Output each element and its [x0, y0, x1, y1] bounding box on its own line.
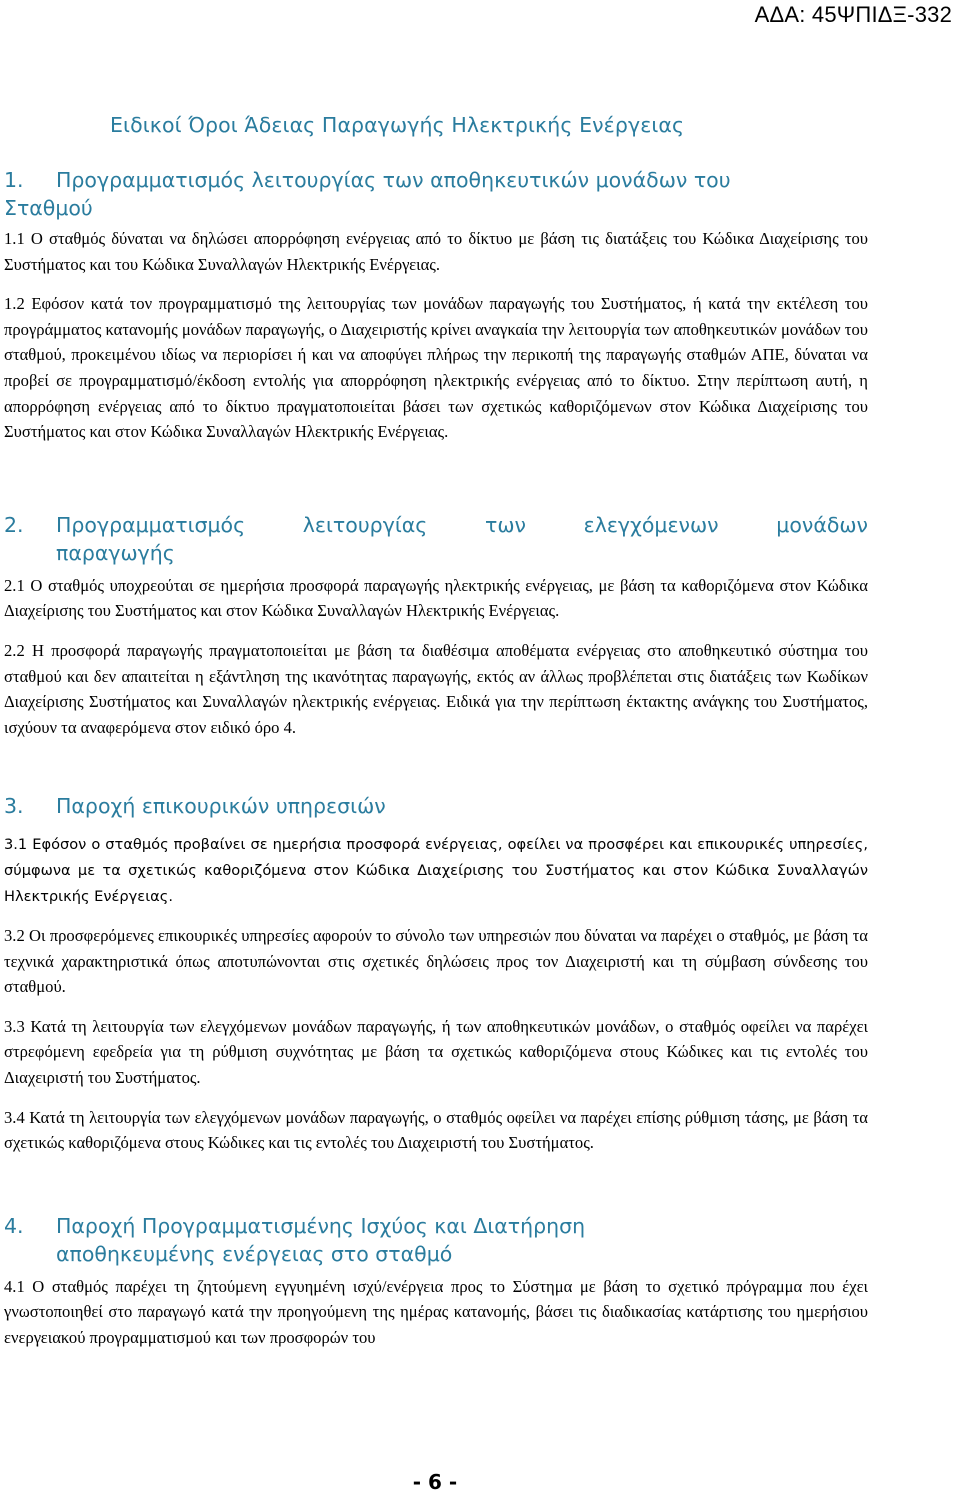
section-1-title-line1: Προγραμματισμός λειτουργίας των αποθηκευτικών μονάδων του	[56, 168, 731, 192]
section-3-title-line1: Παροχή επικουρικών υπηρεσιών	[56, 794, 386, 819]
paragraph-3-1: 3.1 Εφόσον ο σταθμός προβαίνει σε ημερήσια προσφορά ενέργειας, οφείλει να προσφέρει και επικουρικές υπηρεσίες, σύμφωνα με τα σχετικώς καθοριζόμενα στον Κώδικα Διαχείρισης του Συστήματος και στον Κώδικα Συναλλαγών Ηλεκτρικής Ενέργειας.	[4, 836, 868, 905]
paragraph-2-1: 2.1 Ο σταθμός υποχρεούται σε ημερήσια προσφορά παραγωγής ηλεκτρικής ενέργειας, με βάση τα καθοριζόμενα στον Κώδικα Διαχείρισης του Συστήματος και στον Κώδικα Συναλλαγών Ηλεκτρικής Ενέργειας.	[4, 575, 868, 621]
paragraph-3-3: 3.3 Κατά τη λειτουργία των ελεγχόμενων μονάδων παραγωγής, ή των αποθηκευτικών μονάδων, ο σταθμός οφείλει να παρέχει στρεφόμενη εφεδρεία για τη ρύθμιση συχνότητας με βάση τα σχετικώς καθοριζόμενα στους Κώδικες και τις εντολές του Διαχειριστή του Συστήματος.	[4, 1016, 868, 1088]
document-title: Ειδικοί Όροι Άδειας Παραγωγής Ηλεκτρικής Ενέργειας	[110, 113, 685, 137]
ada-identifier: ΑΔΑ: 45ΨΠΙΔΞ-332	[754, 2, 952, 27]
section-1-number: 1.	[4, 168, 24, 192]
section-2-heading	[4, 511, 868, 567]
document-body	[4, 166, 868, 1351]
section-1-heading	[4, 166, 868, 222]
section-3-heading	[4, 792, 868, 820]
section-2	[4, 511, 868, 741]
section-1-title-line2: Σταθμού	[4, 196, 93, 220]
section-4	[4, 1212, 868, 1351]
section-3-number: 3.	[4, 794, 24, 819]
section-3	[4, 792, 868, 1156]
paragraph-1-2: 1.2 Εφόσον κατά τον προγραμματισμό της λειτουργίας των μονάδων παραγωγής του Συστήματος, ή κατά την εκτέλεση του προγράμματος κατανομής μονάδων παραγωγής, ο Διαχειριστής κρίνει αναγκαία την λειτουργία των αποθηκευτικών μονάδων του σταθμού, προκειμένου ιδίως να περιορίσει ή και να αποφύγει πλήρως την περικοπή της παραγωγής σταθμών ΑΠΕ, δύναται να προβεί σε προγραμματισμό/έκδοση εντολής για απορρόφηση ηλεκτρικής ενέργειας από το δίκτυο. Στην περίπτωση αυτή, η απορρόφηση ενέργειας από το δίκτυο πραγματοποιείται βάσει των σχετικώς καθοριζόμενων στον Κώδικα Διαχείρισης του Συστήματος και στον Κώδικα Συναλλαγών Ηλεκτρικής Ενέργειας.	[4, 294, 868, 442]
section-4-heading	[4, 1212, 868, 1268]
section-1	[4, 166, 868, 445]
section-2-number: 2.	[4, 512, 24, 537]
page-number: - 6 -	[412, 1470, 458, 1494]
section-2-title-line2: παραγωγής	[56, 540, 175, 565]
paragraph-1-1: 1.1 Ο σταθμός δύναται να δηλώσει απορρόφηση ενέργειας από το δίκτυο με βάση τις διατάξεις του Κώδικα Διαχείρισης του Συστήματος και του Κώδικα Συναλλαγών Ηλεκτρικής Ενέργειας.	[4, 229, 868, 274]
section-4-title-line2: αποθηκευμένης ενέργειας στο σταθμό	[56, 1241, 453, 1266]
paragraph-4-1: 4.1 Ο σταθμός παρέχει τη ζητούμενη εγγυημένη ισχύ/ενέργεια προς το Σύστημα με βάση το σχετικό πρόγραμμα που έχει γνωστοποιηθεί στο παραγωγό κατά την προηγούμενη της ημέρας κατανομής, βάσει τις διαδικασίας κατάρτισης του ημερήσιου ενεργειακού προγραμματισμού και των προσφορών του	[4, 1276, 868, 1348]
paragraph-3-2: 3.2 Οι προσφερόμενες επικουρικές υπηρεσίες αφορούν το σύνολο των υπηρεσιών που δύναται να παρέχει ο σταθμός, με βάση τα τεχνικά χαρακτηριστικά όπως αποτυπώνονται στις σχετικές δηλώσεις προς τον Διαχειριστή και τη σύμβαση σύνδεσης του σταθμού.	[4, 926, 868, 997]
section-4-title-line1: Παροχή Προγραμματισμένης Ισχύος και Διατήρηση	[56, 1213, 586, 1238]
section-4-number: 4.	[4, 1213, 24, 1238]
paragraph-2-2: 2.2 Η προσφορά παραγωγής πραγματοποιείται με βάση τα διαθέσιμα αποθέματα ενέργειας στο αποθηκευτικό σύστημα του σταθμού και δεν απαιτείται η εξάντληση της ικανότητας παραγωγής, εκτός αν άλλως προβλέπεται στις διατάξεις των Κωδίκων Διαχείρισης Συστήματος και Συναλλαγών ηλεκτρικής ενέργειας. Ειδικά για την περίπτωση έκτακτης ανάγκης του Συστήματος, ισχύουν τα αναφερόμενα στον ειδικό όρο 4.	[4, 640, 868, 737]
section-2-title-line1: Προγραμματισμός λειτουργίας των ελεγχόμενων μονάδων	[56, 512, 868, 537]
paragraph-3-4: 3.4 Κατά τη λειτουργία των ελεγχόμενων μονάδων παραγωγής, ο σταθμός οφείλει να παρέχει επίσης ρύθμιση τάσης, με βάση τα σχετικώς καθοριζόμενα στους Κώδικες και τις εντολές του Διαχειριστή του Συστήματος.	[4, 1107, 868, 1153]
